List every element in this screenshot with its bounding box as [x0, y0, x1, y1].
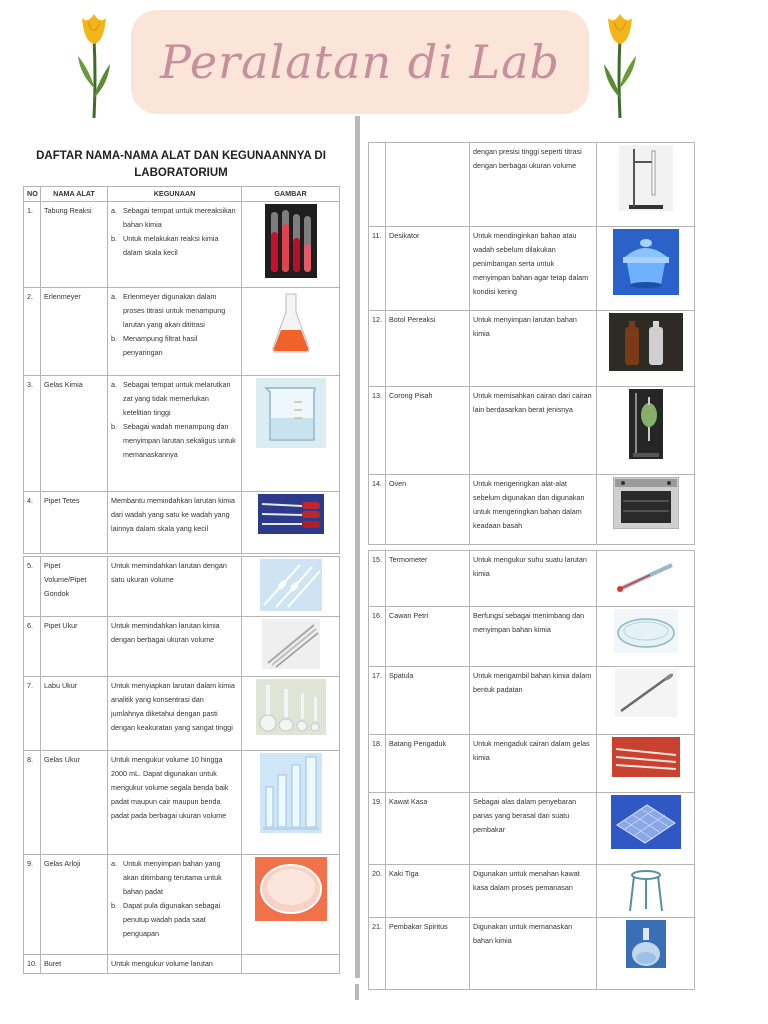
item-use: Untuk memisahkan cairan dari cairan lain berdasarkan berat jenisnya [470, 387, 597, 475]
item-number: 11. [369, 227, 386, 311]
item-image [597, 551, 695, 607]
burette-stand-icon [619, 145, 673, 211]
table-row [24, 955, 340, 974]
item-name: Cawan Petri [386, 607, 470, 667]
watch-glass-icon [255, 857, 327, 921]
item-image [597, 735, 695, 793]
column-divider [355, 984, 359, 1000]
item-number [369, 143, 386, 227]
item-image [597, 311, 695, 387]
item-name: Corong Pisah [386, 387, 470, 475]
item-number: 21. [369, 918, 386, 990]
oven-icon [613, 477, 679, 529]
item-name: Spatula [386, 667, 470, 735]
table-row [369, 607, 695, 667]
item-image [242, 492, 340, 554]
item-use: Untuk mengaduk cairan dalam gelas kimia [470, 735, 597, 793]
erlenmeyer-flask-icon [269, 290, 313, 356]
item-number: 6. [24, 617, 41, 677]
col-header-use: KEGUNAAN [108, 187, 242, 202]
dropper-pipette-icon [258, 494, 324, 534]
table-row [24, 376, 340, 492]
table-row [24, 288, 340, 376]
item-name: Buret [41, 955, 108, 974]
item-number: 2. [24, 288, 41, 376]
item-name: Pipet Ukur [41, 617, 108, 677]
item-image [242, 288, 340, 376]
table-row [369, 918, 695, 990]
measuring-pipette-icon [262, 619, 320, 669]
item-image [242, 751, 340, 855]
item-name: Labu Ukur [41, 677, 108, 751]
item-image [597, 667, 695, 735]
item-use: Untuk mengambil bahan kimia dalam bentuk padatan [470, 667, 597, 735]
table-row [369, 475, 695, 545]
item-use: Membantu memindahkan larutan kimia dari wadah yang satu ke wadah yang lainnya dalam skala yang kecil [108, 492, 242, 554]
item-image [242, 557, 340, 617]
item-use: Untuk mengukur volume 10 hingga 2000 mL. Dapat digunakan untuk mengukur volume segala benda baik padat maupun cair maupun benda padat pada berbagai ukuran volume [108, 751, 242, 855]
thermometer-icon [610, 553, 682, 597]
item-image [242, 617, 340, 677]
item-image [242, 202, 340, 288]
test-tubes-icon [265, 204, 317, 278]
item-number: 4. [24, 492, 41, 554]
item-use: dengan presisi tinggi seperti titrasi dengan berbagai ukuran volume [470, 143, 597, 227]
volumetric-pipette-icon [260, 559, 322, 611]
col-header-name: NAMA ALAT [41, 187, 108, 202]
table-header-row [24, 187, 340, 202]
item-number: 19. [369, 793, 386, 865]
item-number: 15. [369, 551, 386, 607]
item-use: Untuk mengukur volume larutan [108, 955, 242, 974]
table-row [369, 311, 695, 387]
table-row [24, 202, 340, 288]
item-name: Kawat Kasa [386, 793, 470, 865]
tulip-icon [74, 8, 114, 120]
item-use: Sebagai alas dalam penyebaran panas yang berasal dari suatu pembakar [470, 793, 597, 865]
desiccator-icon [613, 229, 679, 295]
item-name: Gelas Ukur [41, 751, 108, 855]
item-image [597, 227, 695, 311]
item-use: Untuk mengukur suhu suatu larutan kimia [470, 551, 597, 607]
table-row [24, 855, 340, 955]
table-row [24, 617, 340, 677]
equipment-table [23, 556, 340, 974]
item-use: a. Sebagai tempat untuk mereaksikan bahan kimia b. Untuk melakukan reaksi kimia dalam skala kecil [108, 202, 242, 288]
col-header-image: GAMBAR [242, 187, 340, 202]
item-name: Pembakar Spiritus [386, 918, 470, 990]
item-name [386, 143, 470, 227]
item-number: 18. [369, 735, 386, 793]
item-use: Digunakan untuk menahan kawat kasa dalam proses pemanasan [470, 865, 597, 918]
item-name: Tabung Reaksi [41, 202, 108, 288]
stirring-rod-icon [612, 737, 680, 777]
item-number: 1. [24, 202, 41, 288]
item-number: 9. [24, 855, 41, 955]
item-use: a. Sebagai tempat untuk melarutkan zat yang tidak memerlukan ketelitian tinggi b. Sebagai wadah menampung dan menyimpan larutan sekaligus untuk memanaskannya [108, 376, 242, 492]
item-name: Batang Pengaduk [386, 735, 470, 793]
table-row [369, 143, 695, 227]
item-use: Untuk menyiapkan larutan dalam kimia analitik yang konsentrasi dan jumlahnya diketahui dengan pasti dengan keakuratan yang sangat tinggi [108, 677, 242, 751]
col-header-no: NO [24, 187, 41, 202]
table-row [369, 735, 695, 793]
item-image [242, 955, 340, 974]
item-use: a. Erlenmeyer digunakan dalam proses titrasi untuk menampung larutan yang akan dititrasi b. Menampung filtrat hasil penyaringan [108, 288, 242, 376]
item-number: 3. [24, 376, 41, 492]
item-name: Termometer [386, 551, 470, 607]
item-image [597, 607, 695, 667]
equipment-table [368, 550, 695, 990]
table-row [24, 492, 340, 554]
item-number: 20. [369, 865, 386, 918]
list-heading: DAFTAR NAMA-NAMA ALAT DAN KEGUNAANNYA DI LABORATORIUM [36, 150, 326, 179]
item-number: 17. [369, 667, 386, 735]
item-number: 14. [369, 475, 386, 545]
item-use: Digunakan untuk memanaskan bahan kimia [470, 918, 597, 990]
reagent-bottle-icon [609, 313, 683, 371]
item-number: 7. [24, 677, 41, 751]
table-row [369, 551, 695, 607]
item-image [597, 793, 695, 865]
page-title: Peralatan di Lab [159, 35, 560, 89]
petri-dish-icon [614, 609, 678, 653]
item-image [597, 387, 695, 475]
spatula-icon [615, 669, 677, 717]
tulip-icon [600, 8, 640, 120]
item-image [597, 475, 695, 545]
table-row [24, 751, 340, 855]
item-image [242, 677, 340, 751]
table-row [24, 557, 340, 617]
item-name: Erlenmeyer [41, 288, 108, 376]
table-row [24, 677, 340, 751]
item-name: Botol Pereaksi [386, 311, 470, 387]
item-use: Untuk memindahkan larutan dengan satu ukuran volume [108, 557, 242, 617]
item-image [242, 376, 340, 492]
item-name: Oven [386, 475, 470, 545]
item-use: Berfungsi sebagai menimbang dan menyimpan bahan kimia [470, 607, 597, 667]
item-use: Untuk mengeringkan alat-alat sebelum digunakan dan digunakan untuk mengeringkan bahan dalam keadaan basah [470, 475, 597, 545]
item-image [597, 918, 695, 990]
item-use: Untuk menyimpan larutan bahan kimia [470, 311, 597, 387]
item-name: Kaki Tiga [386, 865, 470, 918]
graduated-cylinder-icon [260, 753, 322, 833]
item-number: 13. [369, 387, 386, 475]
item-name: Gelas Arloji [41, 855, 108, 955]
item-image [597, 143, 695, 227]
table-row [369, 227, 695, 311]
table-row [369, 387, 695, 475]
item-number: 8. [24, 751, 41, 855]
table-row [369, 667, 695, 735]
column-divider [355, 116, 360, 978]
equipment-table [23, 186, 340, 554]
item-number: 16. [369, 607, 386, 667]
item-name: Pipet Tetes [41, 492, 108, 554]
volumetric-flask-icon [256, 679, 326, 735]
item-name: Desikator [386, 227, 470, 311]
tripod-icon [626, 867, 666, 915]
item-name: Pipet Volume/Pipet Gondok [41, 557, 108, 617]
table-row [369, 793, 695, 865]
equipment-table [368, 142, 695, 545]
wire-gauze-icon [611, 795, 681, 849]
item-number: 5. [24, 557, 41, 617]
item-use: a. Untuk menyimpan bahan yang akan ditimbang terutama untuk bahan padat b. Dapat pula digunakan sebagai penutup wadah pada saat penguapan [108, 855, 242, 955]
item-number: 10. [24, 955, 41, 974]
separatory-funnel-icon [629, 389, 663, 459]
beaker-icon [256, 378, 326, 448]
spirit-burner-icon [626, 920, 666, 968]
item-name: Gelas Kimia [41, 376, 108, 492]
table-row [369, 865, 695, 918]
item-image [242, 855, 340, 955]
item-image [597, 865, 695, 918]
item-use: Untuk memindahkan larutan kimia dengan berbagai ukuran volume [108, 617, 242, 677]
item-number: 12. [369, 311, 386, 387]
item-use: Untuk mendinginkan bahan atau wadah sebelum dilakukan penimbangan serta untuk menyimpan bahan agar tetap dalam kondisi kering [470, 227, 597, 311]
